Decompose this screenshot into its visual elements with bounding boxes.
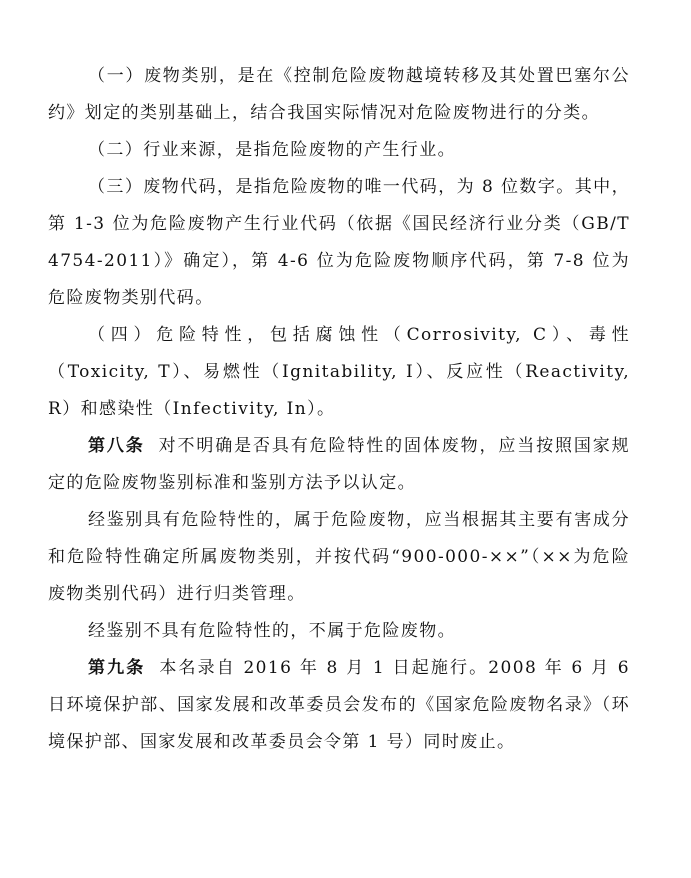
paragraph-identified-nonhazardous: 经鉴别不具有危险特性的，不属于危险废物。 (88, 621, 456, 641)
paragraph-waste-category: （一）废物类别，是在《控制危险废物越境转移及其处置巴塞尔公约》划定的类别基础上，结合我国实际情况对危险废物进行的分类。 (48, 66, 630, 123)
article-nine (48, 650, 630, 761)
paragraph-industry-source: （二）行业来源，是指危险废物的产生行业。 (88, 140, 456, 160)
document-page (48, 58, 630, 761)
paragraph-waste-code: （三）废物代码，是指危险废物的唯一代码，为 8 位数字。其中，第 1-3 位为危险废物产生行业代码（依据《国民经济行业分类（GB/T 4754-2011）》确定），第 4-6 位为危险废物顺序代码，第 7-8 位为危险废物类别代码。 (48, 177, 630, 308)
article-nine-text: 本名录自 2016 年 8 月 1 日起施行。2008 年 6 月 6 日环境保护部、国家发展和改革委员会发布的《国家危险废物名录》（环境保护部、国家发展和改革委员会令第 1 号）同时废止。 (48, 658, 630, 752)
article-eight-text: 对不明确是否具有危险特性的固体废物，应当按照国家规定的危险废物鉴别标准和鉴别方法予以认定。 (48, 436, 630, 493)
paragraph-identified-hazardous: 经鉴别具有危险特性的，属于危险废物，应当根据其主要有害成分和危险特性确定所属废物类别，并按代码“900-000-××”（××为危险废物类别代码）进行归类管理。 (48, 510, 630, 604)
article-nine-number: 第九条 (88, 658, 146, 678)
article-eight-number: 第八条 (88, 436, 145, 456)
paragraph-hazard-characteristics: （四）危险特性，包括腐蚀性（Corrosivity, C）、毒性（Toxicity, T）、易燃性（Ignitability, I）、反应性（Reactivity, R）和感染性（Infectivity, In）。 (48, 325, 630, 419)
article-eight (48, 428, 630, 502)
